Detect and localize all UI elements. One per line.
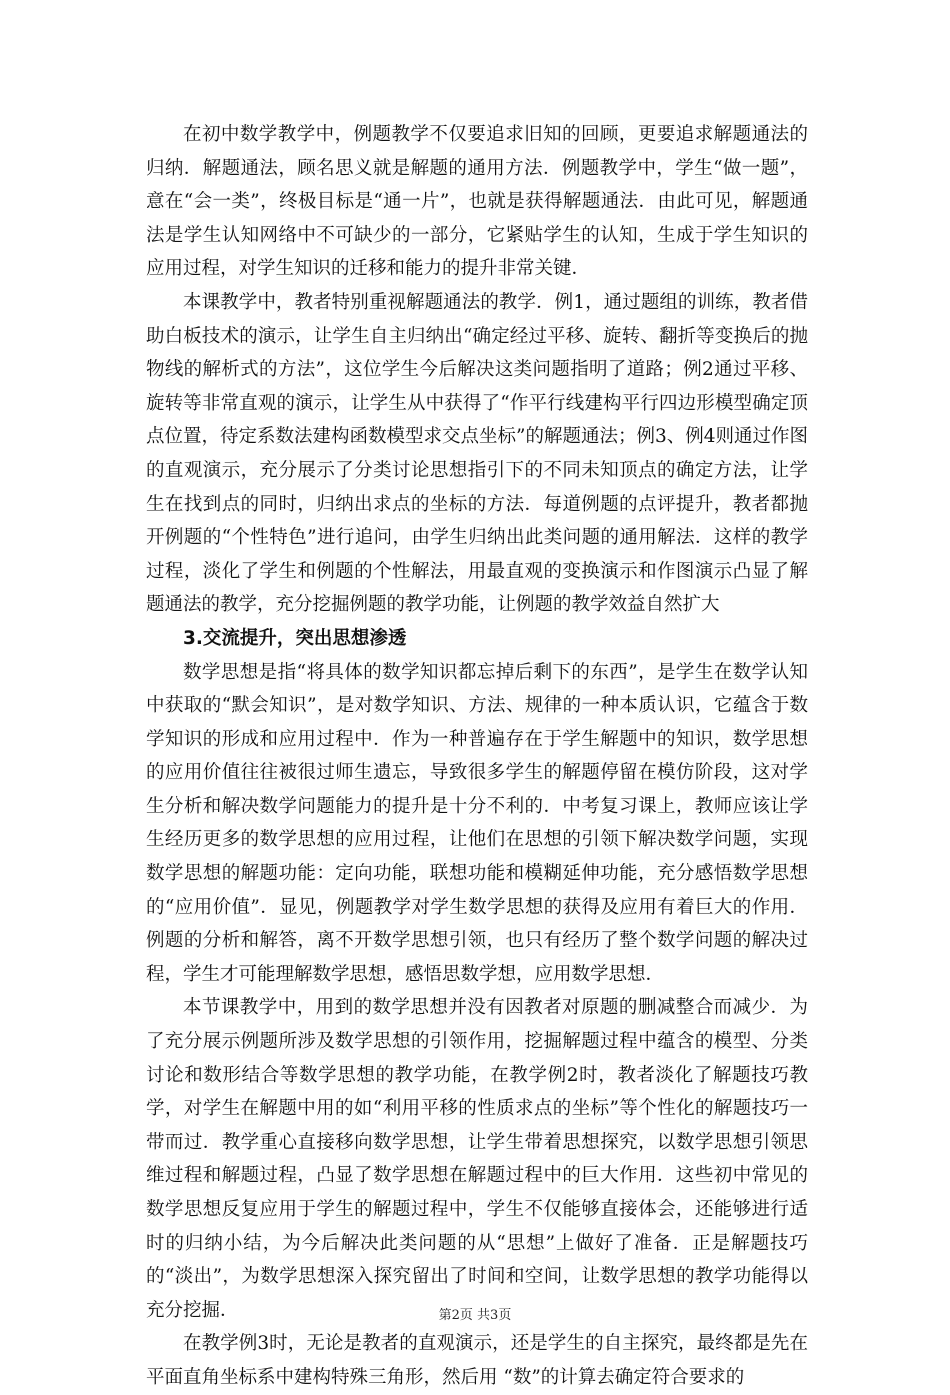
- paragraph-5: 在教学例3时，无论是教者的直观演示，还是学生的自主探究，最终都是先在平面直角坐标系中建构特殊三角形，然后用 “数”的计算去确定符合要求的: [146, 1333, 808, 1388]
- document-body: [146, 118, 808, 1395]
- paragraph-2: 本课教学中，教者特别重视解题通法的教学．例1，通过题组的训练，教者借助白板技术的演示，让学生自主归纳出“确定经过平移、旋转、翻折等变换后的抛物线的解析式的方法”，这位学生今后解决这类问题指明了道路；例2通过平移、旋转等非常直观的演示，让学生从中获得了“作平行线建构平行四边形模型确定顶点位置，待定系数法建构函数模型求交点坐标”的解题通法；例3、例4则通过作图的直观演示，充分展示了分类讨论思想指引下的不同未知顶点的确定方法，让学生在找到点的同时，归纳出求点的坐标的方法．每道例题的点评提升，教者都抛开例题的“个性特色”进行追问，由学生归纳出此类问题的通用解法．这样的教学过程，淡化了学生和例题的个性解法，用最直观的变换演示和作图演示凸显了解题通法的教学，充分挖掘例题的教学功能，让例题的教学效益自然扩大: [146, 291, 809, 616]
- paragraph-4: 本节课教学中，用到的数学思想并没有因教者对原题的删减整合而减少．为了充分展示例题所涉及数学思想的引领作用，挖掘解题过程中蕴含的模型、分类讨论和数形结合等数学思想的教学功能，在教学例2时，教者淡化了解题技巧教学，对学生在解题中用的如“利用平移的性质求点的坐标”等个性化的解题技巧一带而过．教学重心直接移向数学思想，让学生带着思想探究，以数学思想引领思维过程和解题过程，凸显了数学思想在解题过程中的巨大作用．这些初中常见的数学思想反复应用于学生的解题过程中，学生不仅能够直接体会，还能够进行适时的归纳小结，为今后解决此类问题的从“思想”上做好了准备．正是解题技巧的“淡出”，为数学思想深入探究留出了时间和空间，让数学思想的教学功能得以充分挖掘．: [146, 997, 808, 1321]
- page-footer: 第2页 共3页: [438, 1308, 512, 1323]
- paragraph-3: 数学思想是指“将具体的数学知识都忘掉后剩下的东西”，是学生在数学认知中获取的“默会知识”，是对数学知识、方法、规律的一种本质认识，它蕴含于数学知识的形成和应用过程中．作为一种普遍存在于学生解题中的知识，数学思想的应用价值往往被很过师生遗忘，导致很多学生的解题停留在模仿阶段，这对学生分析和解决数学问题能力的提升是十分不利的．中考复习课上，教师应该让学生经历更多的数学思想的应用过程，让他们在思想的引领下解决数学问题，实现数学思想的解题功能：定向功能，联想功能和模糊延伸功能，充分感悟数学思想的“应用价值”．显见，例题教学对学生数学思想的获得及应用有着巨大的作用．例题的分析和解答，离不开数学思想引领，也只有经历了整个数学问题的解决过程，学生才可能理解数学思想，感悟思数学想，应用数学思想．: [146, 661, 808, 985]
- paragraph-1: 在初中数学教学中，例题教学不仅要追求旧知的回顾，更要追求解题通法的归纳．解题通法，顾名思义就是解题的通用方法．例题教学中，学生“做一题”，意在“会一类”，终极目标是“通一片”，也就是获得解题通法．由此可见，解题通法是学生认知网络中不可缺少的一部分，它紧贴学生的认知，生成于学生知识的应用过程，对学生知识的迁移和能力的提升非常关键．: [146, 124, 808, 280]
- section-heading: 3.交流提升，突出思想渗透: [183, 627, 407, 649]
